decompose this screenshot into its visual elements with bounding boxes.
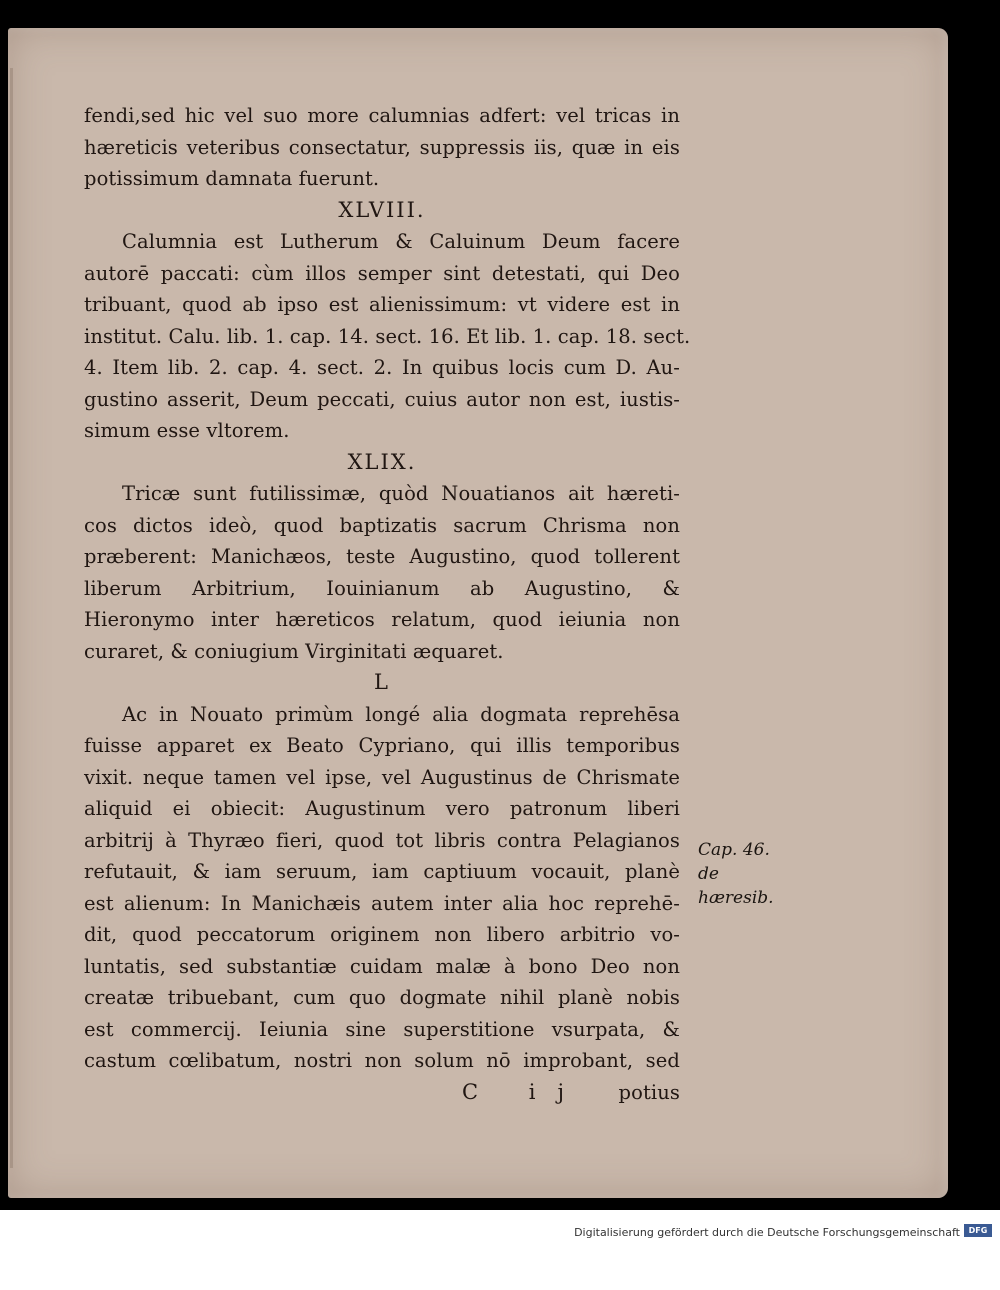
text-line: vixit. neque tamen vel ipse, vel Augustinus de Chrismate — [84, 765, 680, 789]
text-line: institut. Calu. lib. 1. cap. 14. sect. 16. Et lib. 1. cap. 18. sect. — [84, 324, 691, 348]
text-line: arbitrij à Thyræo fieri, quod tot libris contra Pelagianos — [84, 828, 680, 852]
margin-note-line: de hæresib. — [698, 864, 774, 908]
dfg-logo: DFG — [964, 1224, 992, 1237]
text-line: liberum Arbitrium, Iouinianum ab Augustino, & — [84, 576, 680, 600]
text-line: cos dictos ideò, quod baptizatis sacrum Chrisma non — [84, 513, 680, 537]
text-line: creatæ tribuebant, cum quo dogmate nihil planè nobis — [84, 986, 680, 1009]
catchword: potius — [618, 1080, 680, 1104]
text-line: est commercij. Ieiunia sine superstitione vsurpata, & — [84, 1017, 680, 1041]
page-footer-line — [84, 1077, 680, 1109]
text-line: hæreticis veteribus consectatur, suppressis iis, quæ in eis — [84, 135, 680, 159]
text-line: Ac in Nouato primùm longé alia dogmata reprehēsa — [122, 702, 680, 726]
footer-bar — [0, 1210, 1000, 1290]
text-line: potissimum damnata fuerunt. — [84, 167, 380, 190]
text-line: castum cœlibatum, nostri non solum nō improbant, sed — [84, 1049, 680, 1072]
text-line: 4. Item lib. 2. cap. 4. sect. 2. In quibus locis cum D. Au- — [84, 356, 680, 379]
text-line: fendi,sed hic vel suo more calumnias adfert: vel tricas in — [84, 104, 680, 127]
text-line: refutauit, & iam seruum, iam captiuum vocauit, planè — [84, 860, 680, 883]
section-heading-48: XLVIII. — [338, 197, 426, 222]
text-line: præberent: Manichæos, teste Augustino, quod tollerent — [84, 545, 680, 568]
text-line: Tricæ sunt futilissimæ, quòd Nouatianos ait hæreti- — [122, 482, 680, 505]
text-line: luntatis, sed substantiæ cuidam malæ à bono Deo non — [84, 954, 680, 978]
margin-note-line: Cap. 46. — [698, 840, 770, 860]
digitization-credit: Digitalisierung gefördert durch die Deutsche Forschungsgemeinschaft — [574, 1226, 960, 1239]
text-line: Hieronymo inter hæreticos relatum, quod ieiunia non — [84, 608, 680, 631]
text-line: dit, quod peccatorum originem non libero arbitrio vo- — [84, 923, 680, 946]
text-line: curaret, & coniugium Virginitati æquaret. — [84, 639, 504, 663]
text-line: aliquid ei obiecit: Augustinum vero patronum liberi — [84, 797, 680, 820]
section-heading-49: XLIX. — [347, 449, 417, 474]
main-text-block — [84, 100, 691, 1108]
text-line: simum esse vltorem. — [84, 419, 290, 442]
text-line: gustino asserit, Deum peccati, cuius autor non est, iustis- — [84, 387, 680, 411]
text-line: tribuant, quod ab ipso est alienissimum: vt videre est in — [84, 293, 680, 316]
marginal-note — [698, 838, 798, 910]
signature-mark: C ij — [462, 1079, 586, 1104]
text-line: autorē paccati: cùm illos semper sint detestati, qui Deo — [84, 261, 680, 285]
text-line: est alienum: In Manichæis autem inter alia hoc reprehē- — [84, 891, 680, 915]
text-line: fuisse apparet ex Beato Cypriano, qui illis temporibus — [84, 734, 680, 757]
page-gutter — [10, 68, 13, 1168]
text-line: Calumnia est Lutherum & Caluinum Deum facere — [122, 230, 680, 253]
section-heading-50: L — [374, 670, 390, 694]
